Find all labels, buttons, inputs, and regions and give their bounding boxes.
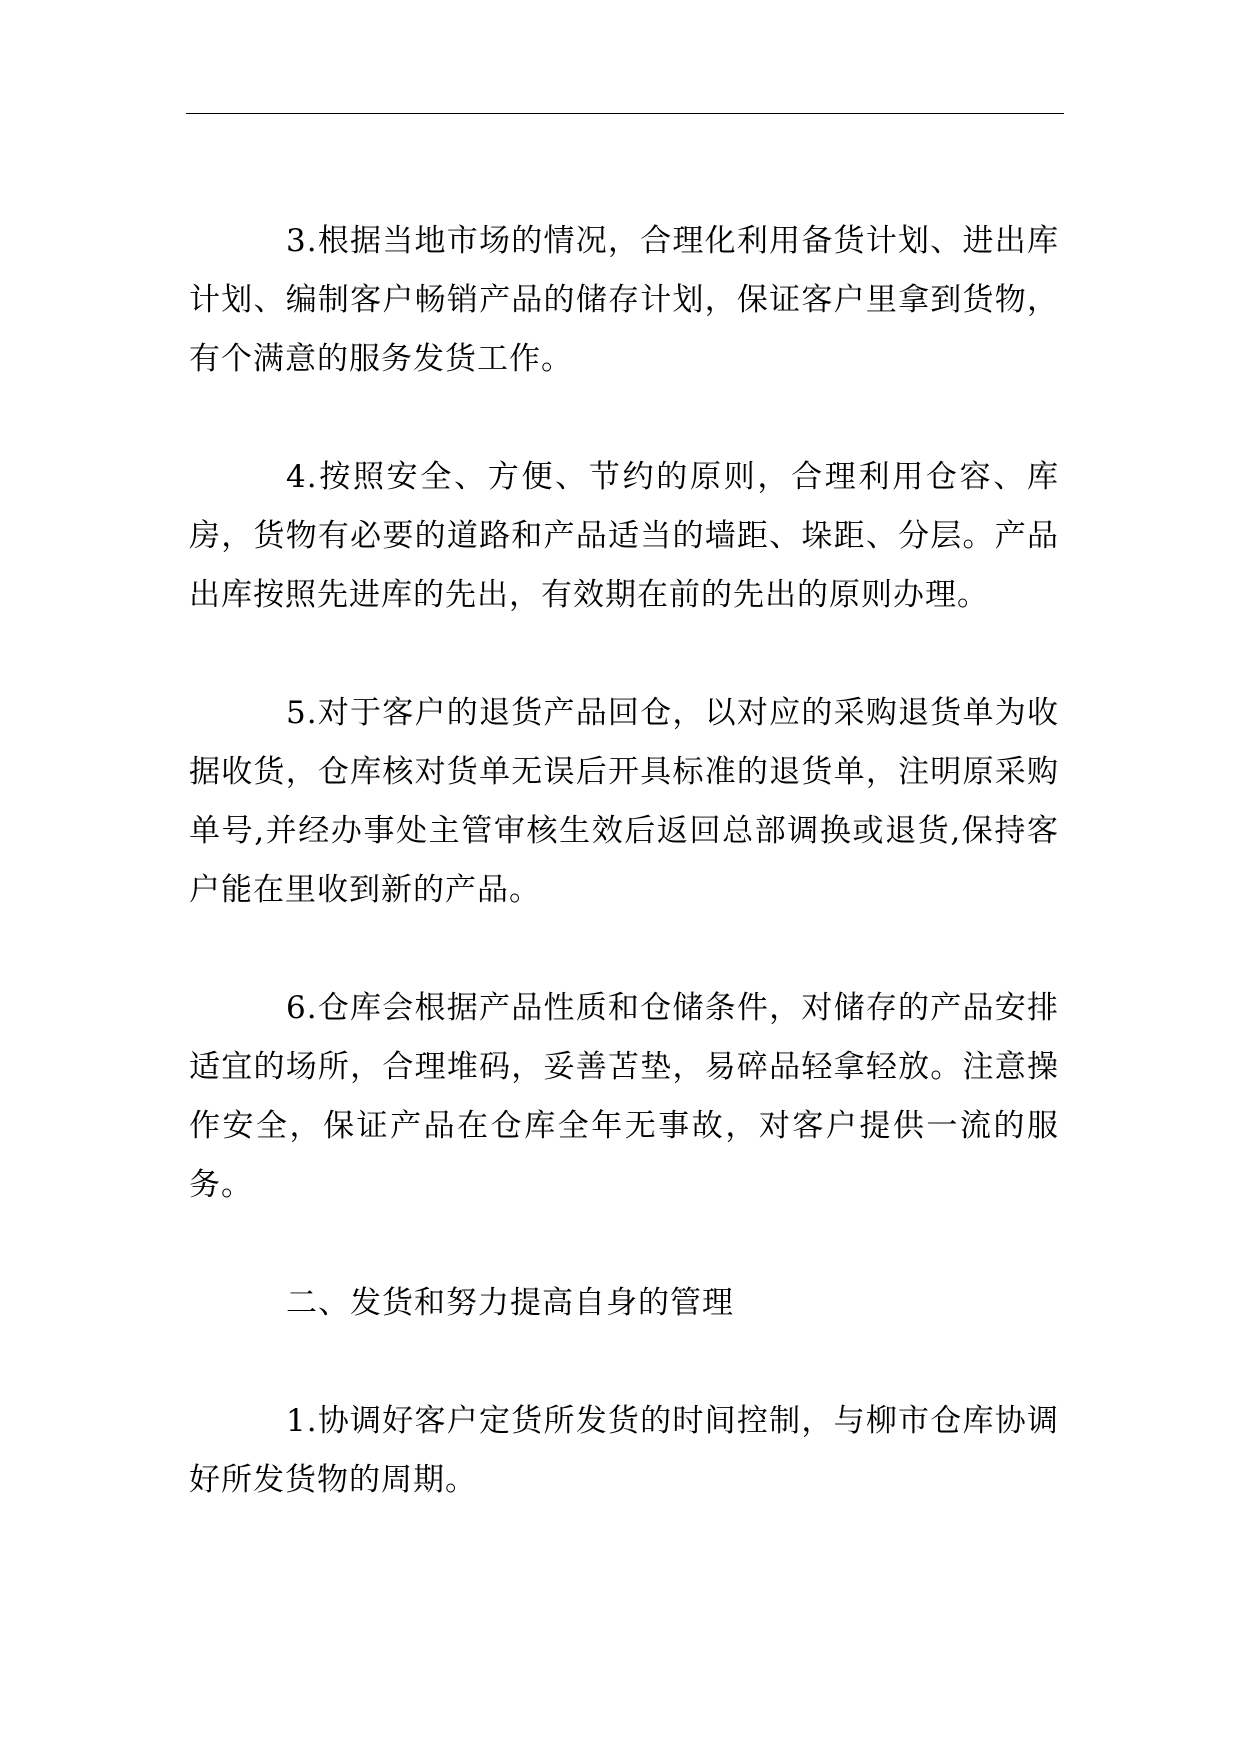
document-body bbox=[189, 212, 1059, 1510]
paragraph-item-6: 6.仓库会根据产品性质和仓储条件，对储存的产品安排适宜的场所，合理堆码，妥善苫垫，易碎品轻拿轻放。注意操作安全，保证产品在仓库全年无事故，对客户提供一流的服务。 bbox=[189, 990, 1059, 1203]
paragraph-item-5: 5.对于客户的退货产品回仓，以对应的采购退货单为收据收货，仓库核对货单无误后开具标准的退货单，注明原采购单号,并经办事处主管审核生效后返回总部调换或退货,保持客户能在里收到新的产品。 bbox=[189, 695, 1059, 908]
paragraph-item-1: 1.协调好客户定货所发货的时间控制，与柳市仓库协调好所发货物的周期。 bbox=[189, 1403, 1059, 1498]
paragraph-item-4: 4.按照安全、方便、节约的原则，合理利用仓容、库房，货物有必要的道路和产品适当的墙距、垛距、分层。产品出库按照先进库的先出，有效期在前的先出的原则办理。 bbox=[189, 459, 1059, 613]
paragraph-item-3: 3.根据当地市场的情况，合理化利用备货计划、进出库计划、编制客户畅销产品的储存计划，保证客户里拿到货物，有个满意的服务发货工作。 bbox=[189, 223, 1059, 377]
section-heading: 二、发货和努力提高自身的管理 bbox=[286, 1285, 734, 1321]
header-rule bbox=[186, 113, 1064, 114]
